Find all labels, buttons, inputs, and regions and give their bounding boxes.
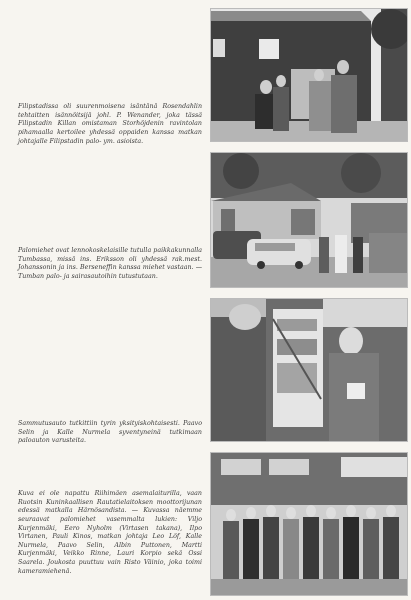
photo-wooden-house-group: [210, 8, 408, 142]
caption-1: Filipstadissa oli suurenmoisena isäntänä Rosendahlin tehtaitten isännöitsijä johl. P. Wenander, joka tässä Filipstadin Killan omistaman Storhöjdenin ravintolan pihamaalla kertoilee yhdessä oppaiden kanssa matkan johtajalle Filipstadin palo- ym. asioista.: [18, 103, 202, 145]
caption-4: Kuva ei ole napattu Riihimäen asemalaiturilla, vaan Ruotsin Kuninkaallisen Rautatielaitoksen moottorijunan edessä matkalla Härnösandista. — Kuvassa näemme seuraavat palomiehet vasemmalta lukien: Viljo Kurjenmäki, Eero Nyholm (Virtasen takana), Ilpo Virtanen, Pauli Kinos, matkan johtaja Leo Löf, Kalle Nurmela, Paavo Selin, Albin Puttonen, Martti Kurjenmäki, Veikko Rinne, Lauri Korpio sekä Ossi Saarela. Joukosta puuttuu vain Risto Väinio, joka toimi kameramiehenä.: [18, 490, 202, 575]
photo-group-train: [210, 452, 408, 596]
photo-fire-station-cars: [210, 152, 408, 288]
photo-fire-truck-inspection: [210, 298, 408, 442]
caption-2: Palomiehet ovat lennokoskelaisille tutulla paikkakunnalla Tumbassa, missä ins. Eriksson oli yhdessä rak.mest. Johanssonin ja ins. Berseneffin kanssa miehet vastaan. — Tumban palo- ja sairasautoihin tutustutaan.: [18, 247, 202, 281]
caption-3: Sammutusauto tutkittiin tyrin yksityiskohtaisesti. Paavo Selin ja Kalle Nurmela syventyneinä tutkimaan paloauton varusteita.: [18, 420, 202, 445]
